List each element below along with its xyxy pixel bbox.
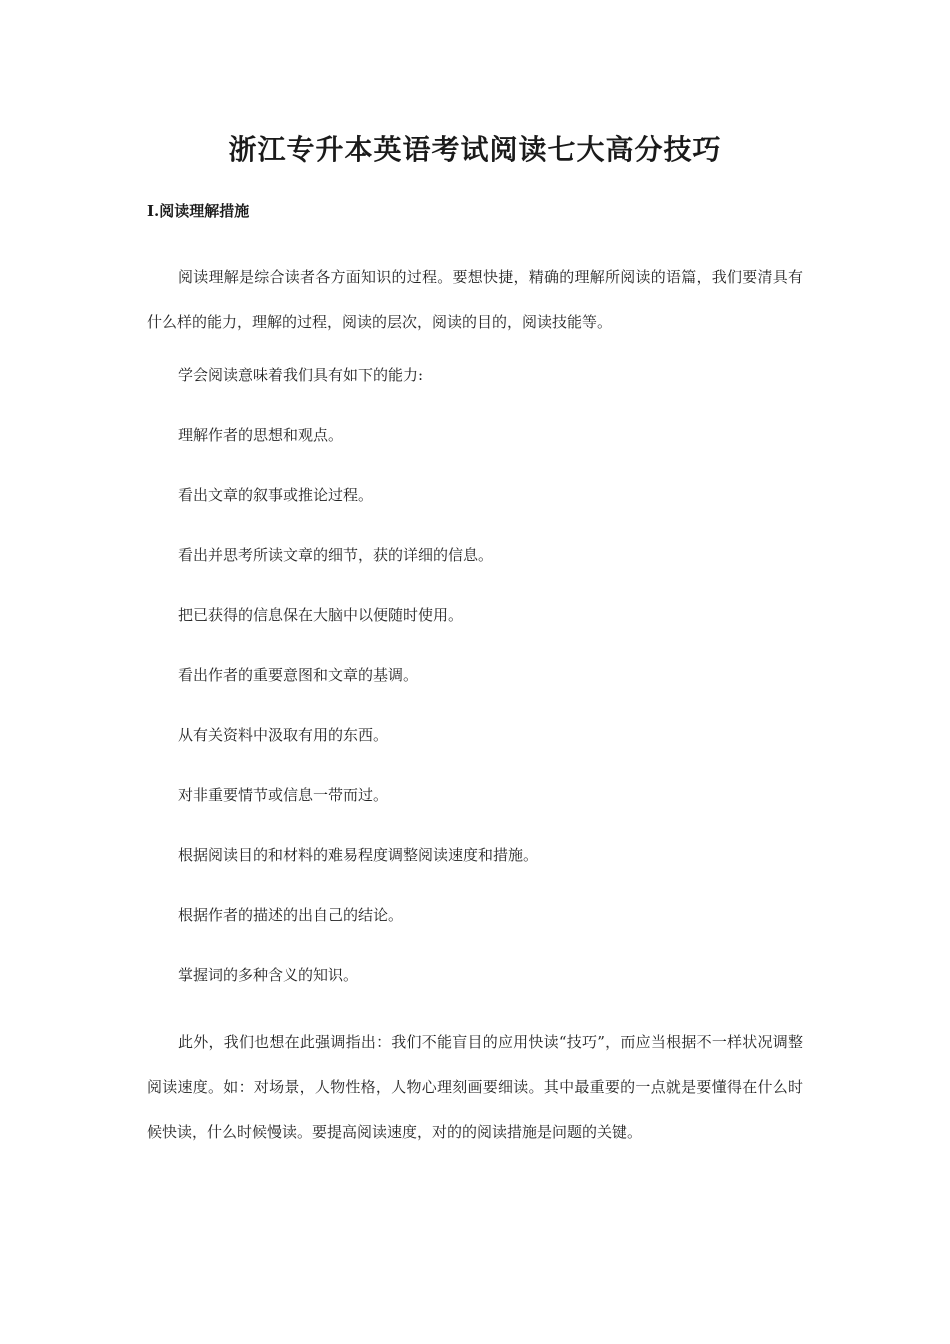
section-heading: Ⅰ.阅读理解措施 xyxy=(147,202,250,220)
list-item: 理解作者的思想和观点。 xyxy=(178,426,344,444)
list-item: 看出并思考所读文章的细节，获的详细的信息。 xyxy=(178,546,494,564)
document-title: 浙江专升本英语考试阅读七大高分技巧 xyxy=(228,133,722,166)
list-item: 从有关资料中汲取有用的东西。 xyxy=(178,726,389,744)
list-item: 看出作者的重要意图和文章的基调。 xyxy=(178,666,419,684)
document-body xyxy=(147,255,803,1170)
list-item: 根据阅读目的和材料的难易程度调整阅读速度和措施。 xyxy=(178,846,539,864)
paragraph: 此外，我们也想在此强调指出：我们不能盲目的应用快读“技巧”，而应当根据不一样状况调整阅读速度。如：对场景，人物性格，人物心理刻画要细读。其中最重要的一点就是要懂得在什么时候快读，什么时候慢读。要提高阅读速度，对的的阅读措施是问题的关键。 xyxy=(147,1033,803,1141)
list-item: 把已获得的信息保在大脑中以便随时使用。 xyxy=(178,606,464,624)
paragraph: 阅读理解是综合读者各方面知识的过程。要想快捷，精确的理解所阅读的语篇，我们要清具有什么样的能力，理解的过程，阅读的层次，阅读的目的，阅读技能等。 xyxy=(147,268,803,331)
list-item: 根据作者的描述的出自己的结论。 xyxy=(178,906,404,924)
list-item: 看出文章的叙事或推论过程。 xyxy=(178,486,374,504)
paragraph: 学会阅读意味着我们具有如下的能力: xyxy=(178,366,424,384)
list-item: 掌握词的多种含义的知识。 xyxy=(178,966,359,984)
list-item: 对非重要情节或信息一带而过。 xyxy=(178,786,389,804)
